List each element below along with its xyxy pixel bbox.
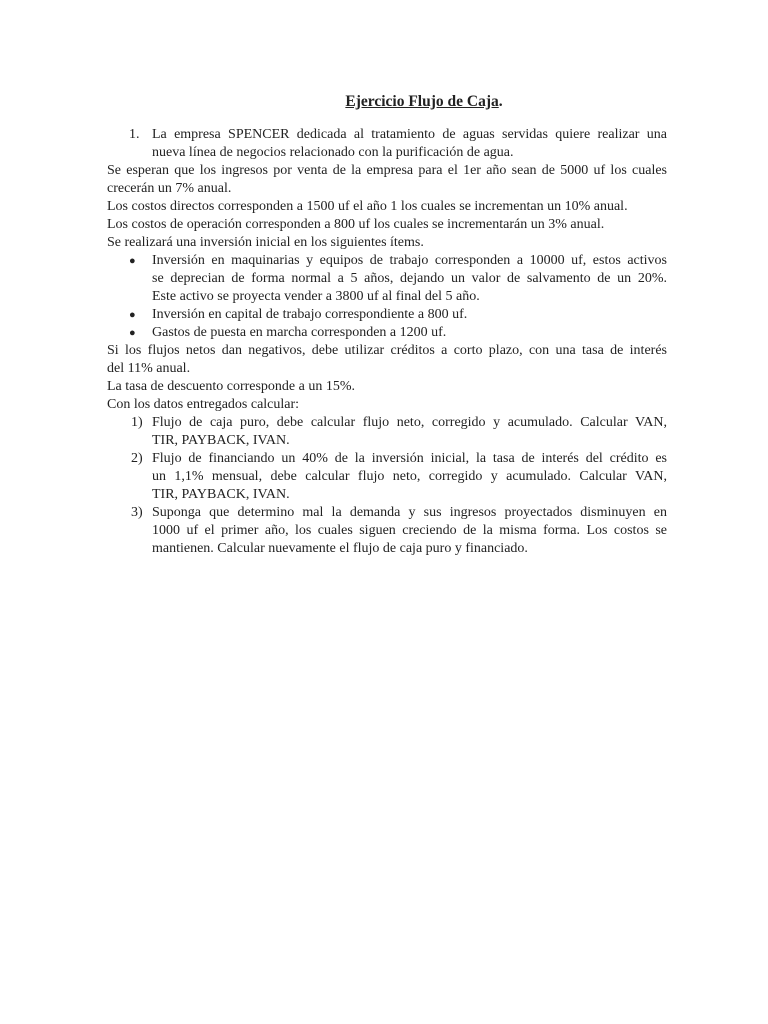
- text-line: Inversión en capital de trabajo correspondiente a 800 uf.: [152, 307, 468, 322]
- bullet-item: [107, 306, 667, 324]
- paragraph-costos-directos: Los costos directos corresponden a 1500 uf el año 1 los cuales se incrementan un 10% anual.: [107, 199, 628, 214]
- text-line: Flujo de caja puro, debe calcular flujo neto, corregido y acumulado. Calcular VAN,: [152, 415, 667, 430]
- paragraph-flujos-negativos: [107, 342, 667, 378]
- document-title: [0, 92, 768, 112]
- text-line: crecerán un 7% anual.: [107, 181, 232, 196]
- text-line: Si los flujos netos dan negativos, debe utilizar créditos a corto plazo, con una tasa de interés: [107, 343, 667, 358]
- paragraph-calcular: Con los datos entregados calcular:: [107, 397, 300, 412]
- bullet-marker: ●: [129, 327, 136, 339]
- item-number: 1.: [129, 127, 140, 142]
- task-item: [107, 504, 667, 558]
- task-item: [107, 450, 667, 504]
- text-line: Se esperan que los ingresos por venta de la empresa para el 1er año sean de 5000 uf los cuales: [107, 163, 667, 178]
- paragraph-costos-operacion: Los costos de operación corresponden a 800 uf los cuales se incrementarán un 3% anual.: [107, 217, 605, 232]
- paragraph-tasa-descuento: La tasa de descuento corresponde a un 15%.: [107, 379, 356, 394]
- bullet-item: [107, 252, 667, 306]
- bullet-item: [107, 324, 667, 342]
- text-line: 1000 uf el primer año, los cuales siguen creciendo de la misma forma. Los costos se: [152, 523, 667, 538]
- text-line: TIR, PAYBACK, IVAN.: [152, 487, 290, 502]
- bullet-marker: ●: [129, 309, 136, 321]
- text-line: mantienen. Calcular nuevamente el flujo de caja puro y financiado.: [152, 541, 528, 556]
- title-period: .: [498, 93, 503, 110]
- task-item: [107, 414, 667, 450]
- task-marker: 3): [131, 505, 143, 520]
- text-line: nueva línea de negocios relacionado con la purificación de agua.: [152, 145, 514, 160]
- text-line: Flujo de financiando un 40% de la inversión inicial, la tasa de interés del crédito es: [152, 451, 667, 466]
- text-line: del 11% anual.: [107, 361, 191, 376]
- text-line: se deprecian de forma normal a 5 años, dejando un valor de salvamento de un 20%.: [152, 271, 667, 286]
- text-line: TIR, PAYBACK, IVAN.: [152, 433, 290, 448]
- bullet-marker: ●: [129, 255, 136, 267]
- text-line: un 1,1% mensual, debe calcular flujo neto, corregido y acumulado. Calcular VAN,: [152, 469, 667, 484]
- paragraph-inversion: Se realizará una inversión inicial en los siguientes ítems.: [107, 235, 424, 250]
- task-marker: 1): [131, 415, 143, 430]
- text-line: La empresa SPENCER dedicada al tratamiento de aguas servidas quiere realizar una: [152, 127, 667, 142]
- document-body: [107, 126, 667, 558]
- text-line: Este activo se proyecta vender a 3800 uf al final del 5 año.: [152, 289, 480, 304]
- text-line: Inversión en maquinarias y equipos de trabajo corresponden a 10000 uf, estos activos: [152, 253, 667, 268]
- task-marker: 2): [131, 451, 143, 466]
- numbered-item-1: [107, 126, 667, 162]
- text-line: Suponga que determino mal la demanda y sus ingresos proyectados disminuyen en: [152, 505, 667, 520]
- title-text: Ejercicio Flujo de Caja: [345, 93, 499, 110]
- paragraph-ingresos: [107, 162, 667, 198]
- text-line: Gastos de puesta en marcha corresponden a 1200 uf.: [152, 325, 447, 340]
